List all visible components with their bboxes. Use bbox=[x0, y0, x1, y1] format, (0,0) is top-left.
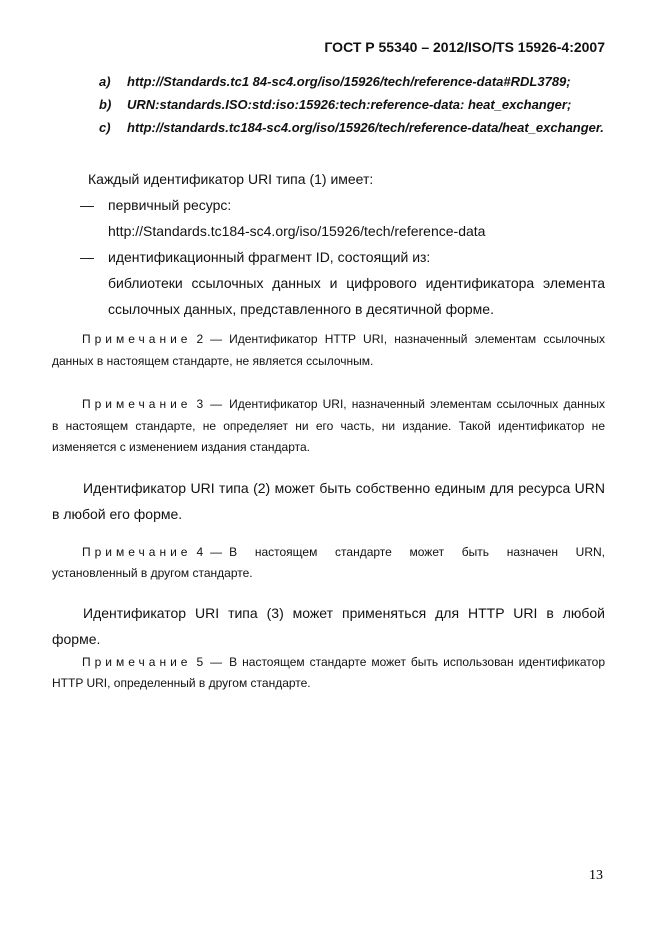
primary-resource-uri: http://Standards.tc184-sc4.org/iso/15926/tech/reference-data bbox=[108, 223, 486, 239]
dash-marker: — bbox=[80, 249, 94, 265]
note-label: Примечание bbox=[82, 332, 192, 346]
paragraph-uri-type-3: Идентификатор URI типа (3) может применяться для HTTP URI в любой форме. bbox=[52, 604, 605, 647]
note-number: 5 bbox=[196, 654, 204, 669]
note-dash: — bbox=[210, 332, 223, 346]
note-2 bbox=[52, 329, 605, 372]
note-dash: — bbox=[210, 544, 223, 559]
standard-designation: ГОСТ Р 55340 – 2012/ISO/TS 15926-4:2007 bbox=[324, 39, 605, 55]
note-text: В настоящем стандарте может быть использован идентификатор HTTP URI, определенный в другом стандарте. bbox=[52, 654, 605, 690]
note-number: 4 bbox=[196, 544, 204, 559]
note-label: Примечание bbox=[82, 397, 192, 411]
uri-text: URN:standards.ISO:std:iso:15926:tech:reference-data: heat_exchanger; bbox=[127, 97, 572, 112]
list-marker: c) bbox=[99, 120, 111, 135]
dash-marker: — bbox=[80, 197, 94, 213]
list-marker: b) bbox=[99, 97, 112, 112]
uri-example-item-a bbox=[52, 70, 605, 93]
note-label: Примечание bbox=[82, 654, 192, 669]
note-number: 2 bbox=[196, 332, 204, 346]
note-dash: — bbox=[210, 397, 223, 411]
note-label: Примечание bbox=[82, 544, 192, 559]
page-number: 13 bbox=[589, 868, 603, 883]
note-dash: — bbox=[210, 654, 223, 669]
dash-item-id-fragment bbox=[52, 244, 605, 270]
uri-text: http://Standards.tc1 84-sc4.org/iso/15926/tech/reference-data#RDL3789; bbox=[127, 74, 571, 89]
paragraph-uri-type-1: Каждый идентификатор URI типа (1) имеет: bbox=[88, 171, 374, 187]
note-text: Идентификатор URI, назначенный элементам ссылочных данных в настоящем стандарте, не определяет ни его часть, ни издание. Такой идентификатор не изменяется с изменением издания стандарта. bbox=[52, 397, 605, 454]
dash-item-label: идентификационный фрагмент ID, состоящий из: bbox=[108, 249, 431, 265]
uri-example-item-b bbox=[52, 93, 605, 116]
uri-example-item-c bbox=[52, 116, 605, 139]
note-3 bbox=[52, 394, 605, 459]
note-text: Идентификатор HTTP URI, назначенный элементам ссылочных данных в настоящем стандарте, не является ссылочным. bbox=[52, 332, 605, 368]
note-number: 3 bbox=[196, 397, 204, 411]
id-fragment-description: библиотеки ссылочных данных и цифрового идентификатора элемента ссылочных данных, представленного в десятичной форме. bbox=[108, 275, 605, 317]
page-header bbox=[52, 38, 605, 56]
uri-example-list bbox=[52, 70, 605, 139]
paragraph-uri-type-2: Идентификатор URI типа (2) может быть собственно единым для ресурса URN в любой его форме. bbox=[52, 479, 605, 522]
note-5 bbox=[52, 652, 605, 695]
list-marker: a) bbox=[99, 74, 111, 89]
dash-item-label: первичный ресурс: bbox=[108, 197, 232, 213]
note-4 bbox=[52, 542, 605, 585]
uri-text: http://standards.tc184-sc4.org/iso/15926/tech/reference-data/heat_exchanger. bbox=[127, 120, 604, 135]
dash-item-primary-resource bbox=[52, 192, 605, 218]
note-text: В настоящем стандарте может быть назначен URN, установленный в другом стандарте. bbox=[52, 544, 605, 580]
